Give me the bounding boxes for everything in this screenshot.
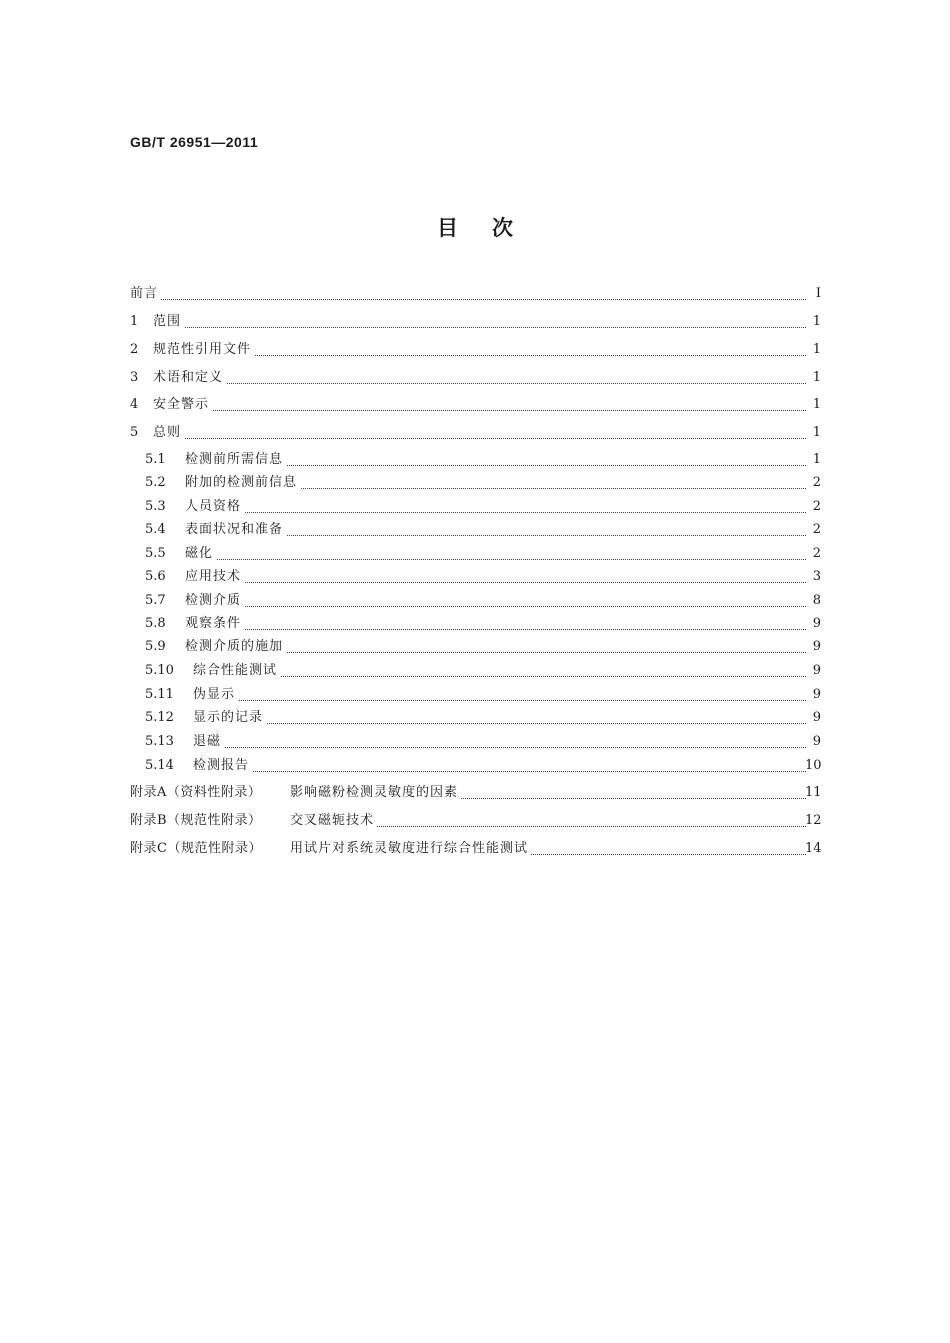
toc-entry-title: 影响磁粉检测灵敏度的因素 [290,784,461,802]
toc-entry[interactable] [0,638,950,656]
toc-dot-leader [193,769,806,772]
toc-entry-title: 检测前所需信息 [185,451,286,469]
toc-entry[interactable] [0,615,950,633]
toc-entry-title: 附加的检测前信息 [185,474,300,492]
toc-entry[interactable] [0,498,950,516]
toc-page-number: 12 [805,813,822,828]
toc-entry-title: 总则 [153,424,184,442]
toc-dot-leader [153,436,806,439]
toc-page-number: 9 [812,687,821,702]
toc-dot-leader [153,408,806,411]
toc-page-number: 11 [805,785,822,800]
toc-section-number: 5.10 [145,663,174,678]
toc-section-number: 5 [130,425,139,440]
toc-appendix-label: 附录A（资料性附录） [130,785,262,800]
toc-section-number: 5.3 [145,499,166,514]
toc-title: 目次 [437,216,547,240]
toc-entry-title: 综合性能测试 [193,662,280,680]
toc-entry[interactable] [0,733,950,751]
toc-page-number: 2 [812,475,821,490]
toc-section-number: 5.14 [145,758,174,773]
toc-entry-title: 检测介质 [185,592,244,610]
toc-entry[interactable] [0,521,950,539]
toc-page-number: 9 [812,734,821,749]
toc-entry[interactable] [0,686,950,704]
toc-entry-title: 退磁 [193,733,224,751]
toc-page-number: 9 [812,616,821,631]
toc-page-number: 2 [812,522,821,537]
toc-dot-leader [193,674,806,677]
toc-section-number: 5.7 [145,593,166,608]
toc-dot-leader [185,510,806,513]
toc-entry-title: 交叉磁轭技术 [290,812,377,830]
toc-entry-title: 术语和定义 [153,369,226,387]
toc-entry-title: 规范性引用文件 [153,341,254,359]
toc-entry[interactable] [0,709,950,727]
toc-section-number: 5.9 [145,639,166,654]
toc-dot-leader [153,325,806,328]
toc-section-number: 1 [130,314,139,329]
toc-section-number: 4 [130,397,139,412]
toc-page-number: 1 [812,370,821,385]
toc-page-number: 3 [812,569,821,584]
toc-entry-title: 观察条件 [185,615,244,633]
toc-page-number: 1 [812,342,821,357]
toc-page-number: 9 [812,663,821,678]
toc-entry[interactable] [0,757,950,775]
toc-entry[interactable] [0,369,950,387]
toc-entry[interactable] [0,474,950,492]
toc-entry-title: 安全警示 [153,396,212,414]
toc-entry-title: 前言 [130,285,161,303]
toc-dot-leader [185,580,806,583]
toc-dot-leader [185,604,806,607]
toc-entry[interactable] [0,396,950,414]
toc-entry-title: 伪显示 [193,686,238,704]
standard-code: GB/T 26951—2011 [130,134,259,150]
toc-section-number: 5.1 [145,452,166,467]
toc-dot-leader [185,627,806,630]
toc-dot-leader [193,721,806,724]
toc-entry[interactable] [0,784,950,802]
toc-entry[interactable] [0,662,950,680]
toc-entry-title: 人员资格 [185,498,244,516]
toc-page-number: 9 [812,639,821,654]
toc-entry[interactable] [0,568,950,586]
toc-section-number: 5.5 [145,546,166,561]
toc-section-number: 5.6 [145,569,166,584]
toc-entry-title: 范围 [153,313,184,331]
toc-entry[interactable] [0,451,950,469]
toc-entry-title: 用试片对系统灵敏度进行综合性能测试 [290,840,531,858]
toc-section-number: 5.11 [145,687,174,702]
toc-page-number: 8 [812,593,821,608]
toc-entry[interactable] [0,285,950,303]
toc-entry-title: 检测介质的施加 [185,638,286,656]
toc-section-number: 5.12 [145,710,174,725]
toc-page-number: 10 [805,758,822,773]
toc-dot-leader [193,745,806,748]
toc-entry[interactable] [0,341,950,359]
toc-page-number: 1 [812,425,821,440]
toc-section-number: 5.4 [145,522,166,537]
toc-section-number: 3 [130,370,139,385]
toc-entry-title: 显示的记录 [193,709,266,727]
toc-entry[interactable] [0,592,950,610]
toc-page-number: 2 [812,546,821,561]
toc-appendix-label: 附录B（规范性附录） [130,813,262,828]
toc-entry[interactable] [0,812,950,830]
toc-entry-title: 表面状况和准备 [185,521,286,539]
toc-page-number: 2 [812,499,821,514]
toc-entry[interactable] [0,424,950,442]
toc-page-number: Ⅰ [815,286,821,301]
toc-page-number: 9 [812,710,821,725]
toc-section-number: 5.13 [145,734,174,749]
toc-entry-title: 磁化 [185,545,216,563]
toc-entry[interactable] [0,545,950,563]
toc-section-number: 2 [130,342,139,357]
toc-section-number: 5.2 [145,475,166,490]
toc-section-number: 5.8 [145,616,166,631]
toc-dot-leader [185,557,806,560]
toc-page-number: 14 [805,841,822,856]
toc-page-number: 1 [812,314,821,329]
toc-dot-leader [193,698,806,701]
toc-entry-title: 检测报告 [193,757,252,775]
toc-dot-leader [130,297,806,300]
toc-entry-title: 应用技术 [185,568,244,586]
toc-entry[interactable] [0,313,950,331]
toc-page-number: 1 [812,397,821,412]
toc-dot-leader [153,381,806,384]
toc-entry[interactable] [0,840,950,858]
toc-appendix-label: 附录C（规范性附录） [130,841,262,856]
toc-page-number: 1 [812,452,821,467]
